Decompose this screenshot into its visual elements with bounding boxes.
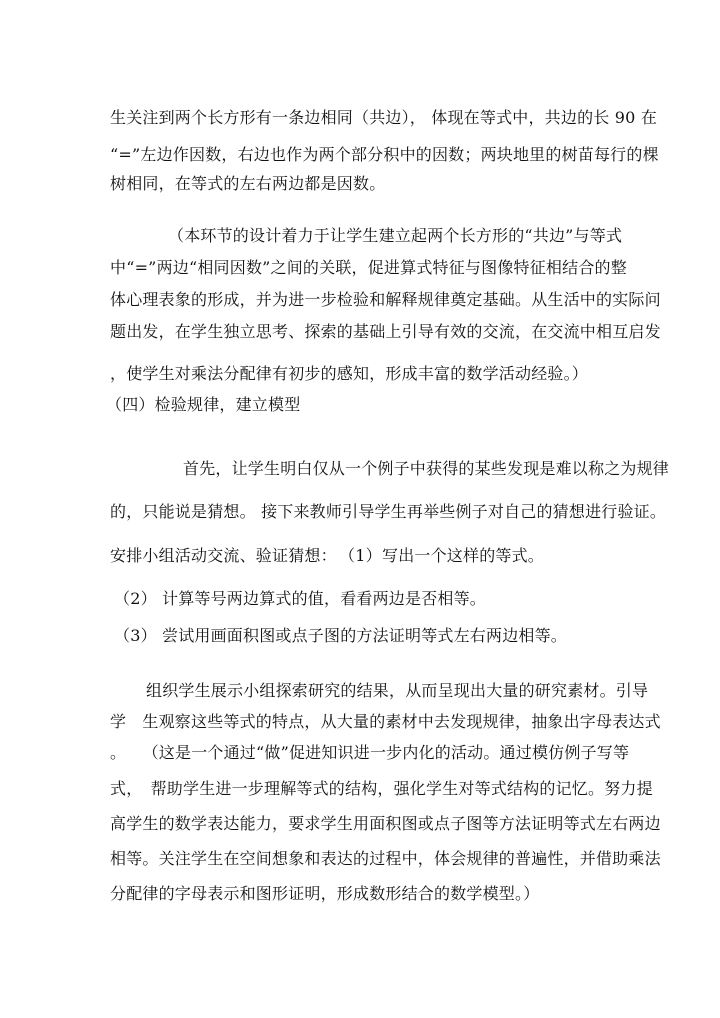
paragraph-line: 树相同，在等式的左右两边都是因数。: [110, 174, 386, 193]
paragraph-line: “=”左边作因数，右边也作为两个部分积中的因数；两块地里的树苗每行的棵: [110, 145, 659, 164]
step-text: 尝试用画面积图或点子图的方法证明等式左右两边相等。: [162, 626, 568, 645]
step-text: 写出一个这样的等式。: [382, 546, 545, 565]
paragraph-line: 组织学生展示小组探索研究的结果，从而呈现出大量的研究素材。引导: [146, 681, 649, 700]
paragraph-line: （本环节的设计着力于让学生建立起两个长方形的“共边”与等式: [168, 226, 623, 245]
section-heading: （四）检验规律，建立模型: [106, 395, 301, 414]
step-number: （1）: [339, 546, 382, 565]
step-number: （3）: [114, 626, 157, 645]
steps-intro: 安排小组活动交流、验证猜想：: [110, 546, 337, 565]
paragraph-line: 相等。关注学生在空间想象和表达的过程中，体会规律的普遍性，并借助乘法: [110, 849, 661, 868]
paragraph-line: 高学生的数学表达能力，要求学生用面积图或点子图等方法证明等式左右两边: [110, 814, 661, 833]
paragraph-line: 首先，让学生明白仅从一个例子中获得的某些发现是难以称之为规律: [183, 459, 670, 478]
paragraph-line: 的，只能说是猜想。 接下来教师引导学生再举些例子对自己的猜想进行验证。: [110, 502, 667, 521]
paragraph-line: 式， 帮助学生进一步理解等式的结构，强化学生对等式结构的记忆。努力提: [110, 779, 653, 798]
paragraph-line: 学 生观察这些等式的特点，从大量的素材中去发现规律，抽象出字母表达式: [110, 712, 661, 731]
paragraph-line: 题出发，在学生独立思考、探索的基础上引导有效的交流，在交流中相互启发: [110, 322, 661, 341]
paragraph-line: 生关注到两个长方形有一条边相同（共边）， 体现在等式中，共边的长 90 在: [110, 108, 658, 127]
paragraph-line: ，使学生对乘法分配律有初步的感知，形成丰富的数学活动经验。）: [110, 364, 589, 383]
paragraph-line: 分配律的字母表示和图形证明，形成数形结合的数学模型。）: [110, 884, 540, 903]
paragraph-line: 中“=”两边“相同因数”之间的关联，促进算式特征与图像特征相结合的整: [110, 258, 627, 277]
step-text: 计算等号两边算式的值，看看两边是否相等。: [162, 589, 487, 608]
paragraph-line: 。 （这是一个通过“做”促进知识进一步内化的活动。通过模仿例子写等: [110, 743, 630, 762]
paragraph-line: 体心理表象的形成，并为进一步检验和解释规律奠定基础。从生活中的实际问: [110, 290, 661, 309]
step-number: （2）: [114, 589, 157, 608]
